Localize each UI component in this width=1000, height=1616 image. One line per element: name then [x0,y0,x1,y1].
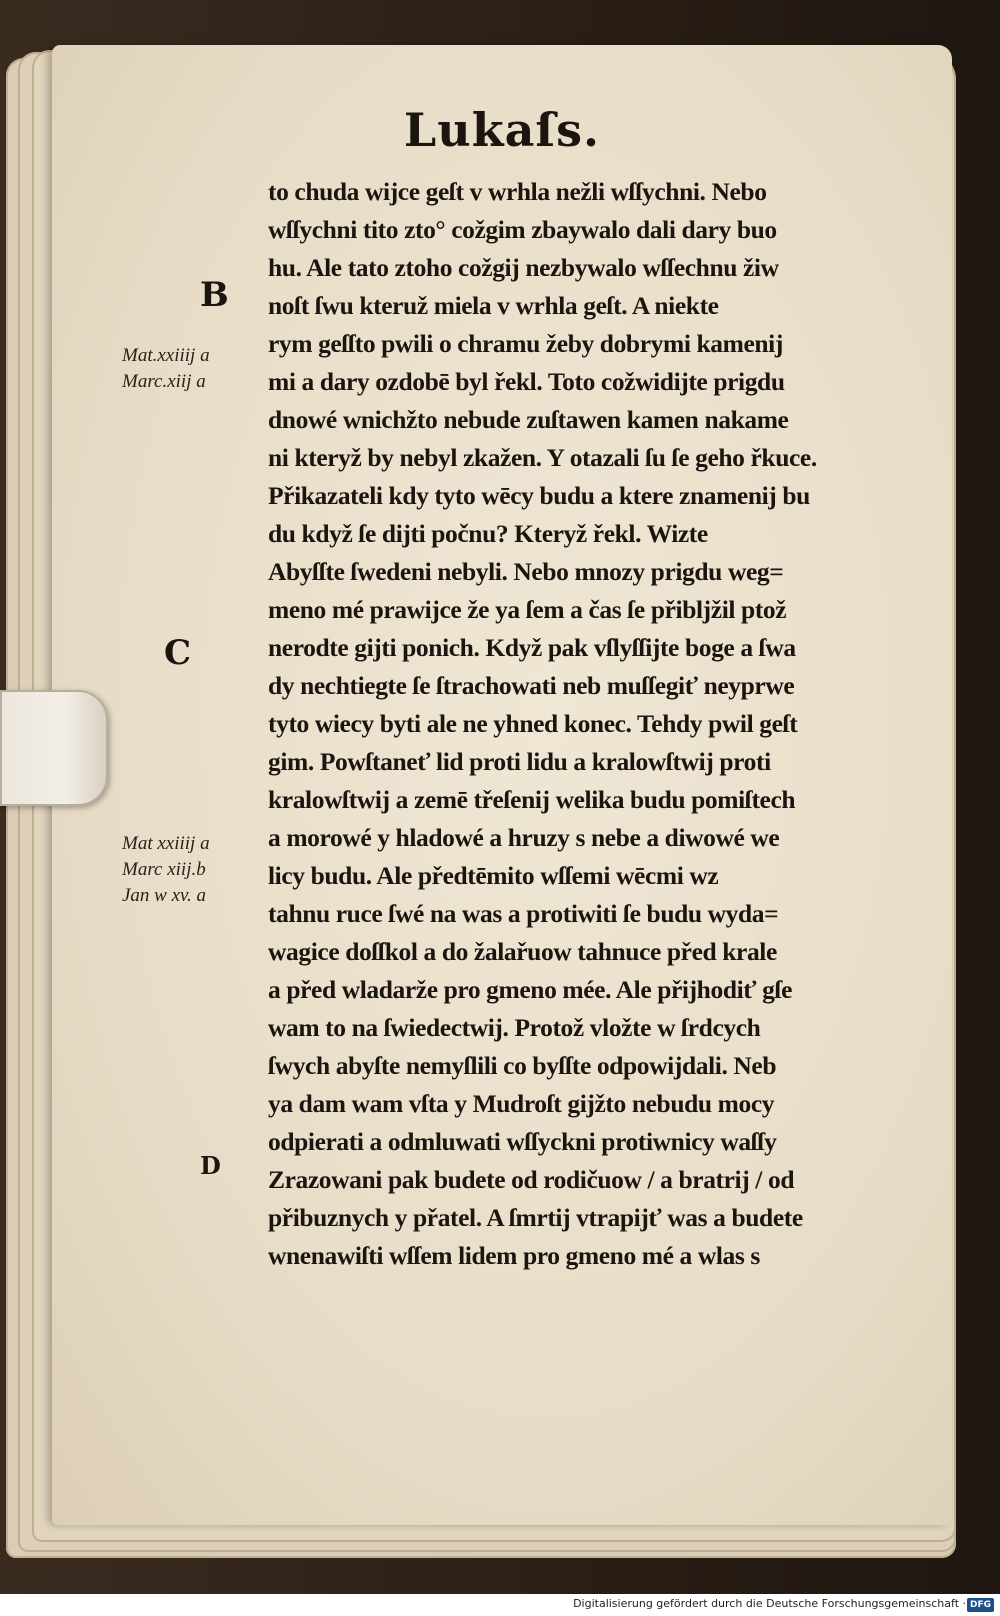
body-text [268,173,936,1275]
margin-letter-d: D [200,1151,221,1180]
margin-note-line: Marc xiij.b [122,859,206,880]
text-line: Abyſſte ſwedeni nebyli. Nebo mnozy prigdu weg= [268,557,784,586]
text-line: ni kteryž by nebyl zkažen. Y otazali ſu ſe geho řkuce. [268,443,817,472]
text-line: gim. Powſtaneť lid proti lidu a kralowſtwij proti [268,747,771,776]
text-line: mi a dary ozdobē byl řekl. Toto cožwidijte prigdu [268,367,785,396]
text-line: dnowé wnichžto nebude zuſtawen kamen nakame [268,405,789,434]
funding-credit: Digitalisierung gefördert durch die Deutsche Forschungsgemeinschaft · [573,1597,966,1610]
text-line: rym geſſto pwili o chramu žeby dobrymi kamenij [268,329,783,358]
text-line: odpierati a odmluwati wſſyckni protiwnicy waſſy [268,1127,777,1156]
text-line: noſt ſwu kteruž miela v wrhla geſt. A niekte [268,291,719,320]
text-line: licy budu. Ale předtēmito wſſemi wēcmi wz [268,861,719,890]
text-line: a před wladarže pro gmeno mée. Ale přijhodiť gſe [268,975,793,1004]
text-line: du když ſe dijti počnu? Kteryž řekl. Wizte [268,519,708,548]
text-line: ya dam wam vſta y Mudroſt gijžto nebudu mocy [268,1089,775,1118]
text-line: a morowé y hladowé a hruzy s nebe a diwowé we [268,823,780,852]
text-line: tyto wiecy byti ale ne yhned konec. Tehdy pwil geſt [268,709,798,738]
text-line: Přikazateli kdy tyto wēcy budu a ktere znamenij bu [268,481,810,510]
page-clip [0,690,108,806]
digitization-footer [0,1594,1000,1616]
text-line: kralowſtwij a zemē třeſenij welika budu pomiſtech [268,785,796,814]
text-line: Zrazowani pak budete od rodičuow / a bratrij / od [268,1165,795,1194]
margin-letter-c: C [164,633,192,673]
text-line: wſſychni tito zto° cožgim zbaywalo dali dary buo [268,215,777,244]
text-line: nerodte gijti ponich. Když pak vſlyſſijte boge a ſwa [268,633,796,662]
margin-letter-b: B [200,275,229,315]
text-line: wnenawiſti wſſem lidem pro gmeno mé a wlas s [268,1241,760,1270]
margin-note-line: Marc.xiij a [122,371,206,392]
text-line: hu. Ale tato ztoho cožgij nezbywalo wſſechnu žiw [268,253,779,282]
text-line: wam to na ſwiedectwij. Protož vložte w ſrdcych [268,1013,761,1042]
text-line: meno mé prawijce že ya ſem a čas ſe přibljžil ptož [268,595,787,624]
dfg-logo: DFG [967,1598,994,1612]
margin-note-second [122,831,210,909]
margin-note-first [122,343,210,395]
margin-note-line: Mat xxiiij a [122,833,210,854]
running-head: Lukaſs. [403,103,601,157]
text-line: to chuda wijce geſt v wrhla nežli wſſychni. Nebo [268,177,767,206]
text-line: přibuznych y přatel. A ſmrtij vtrapijť was a budete [268,1203,803,1232]
text-line: ſwych abyſte nemyſlili co byſſte odpowijdali. Neb [268,1051,777,1080]
text-line: wagice doſſkol a do žalařuow tahnuce před krale [268,937,777,966]
margin-note-line: Jan w xv. a [122,885,207,906]
text-line: tahnu ruce ſwé na was a protiwiti ſe budu wyda= [268,899,779,928]
margin-note-line: Mat.xxiiij a [122,345,210,366]
book-page [52,45,952,1525]
text-line: dy nechtiegte ſe ſtrachowati neb muſſegiť neyprwe [268,671,795,700]
